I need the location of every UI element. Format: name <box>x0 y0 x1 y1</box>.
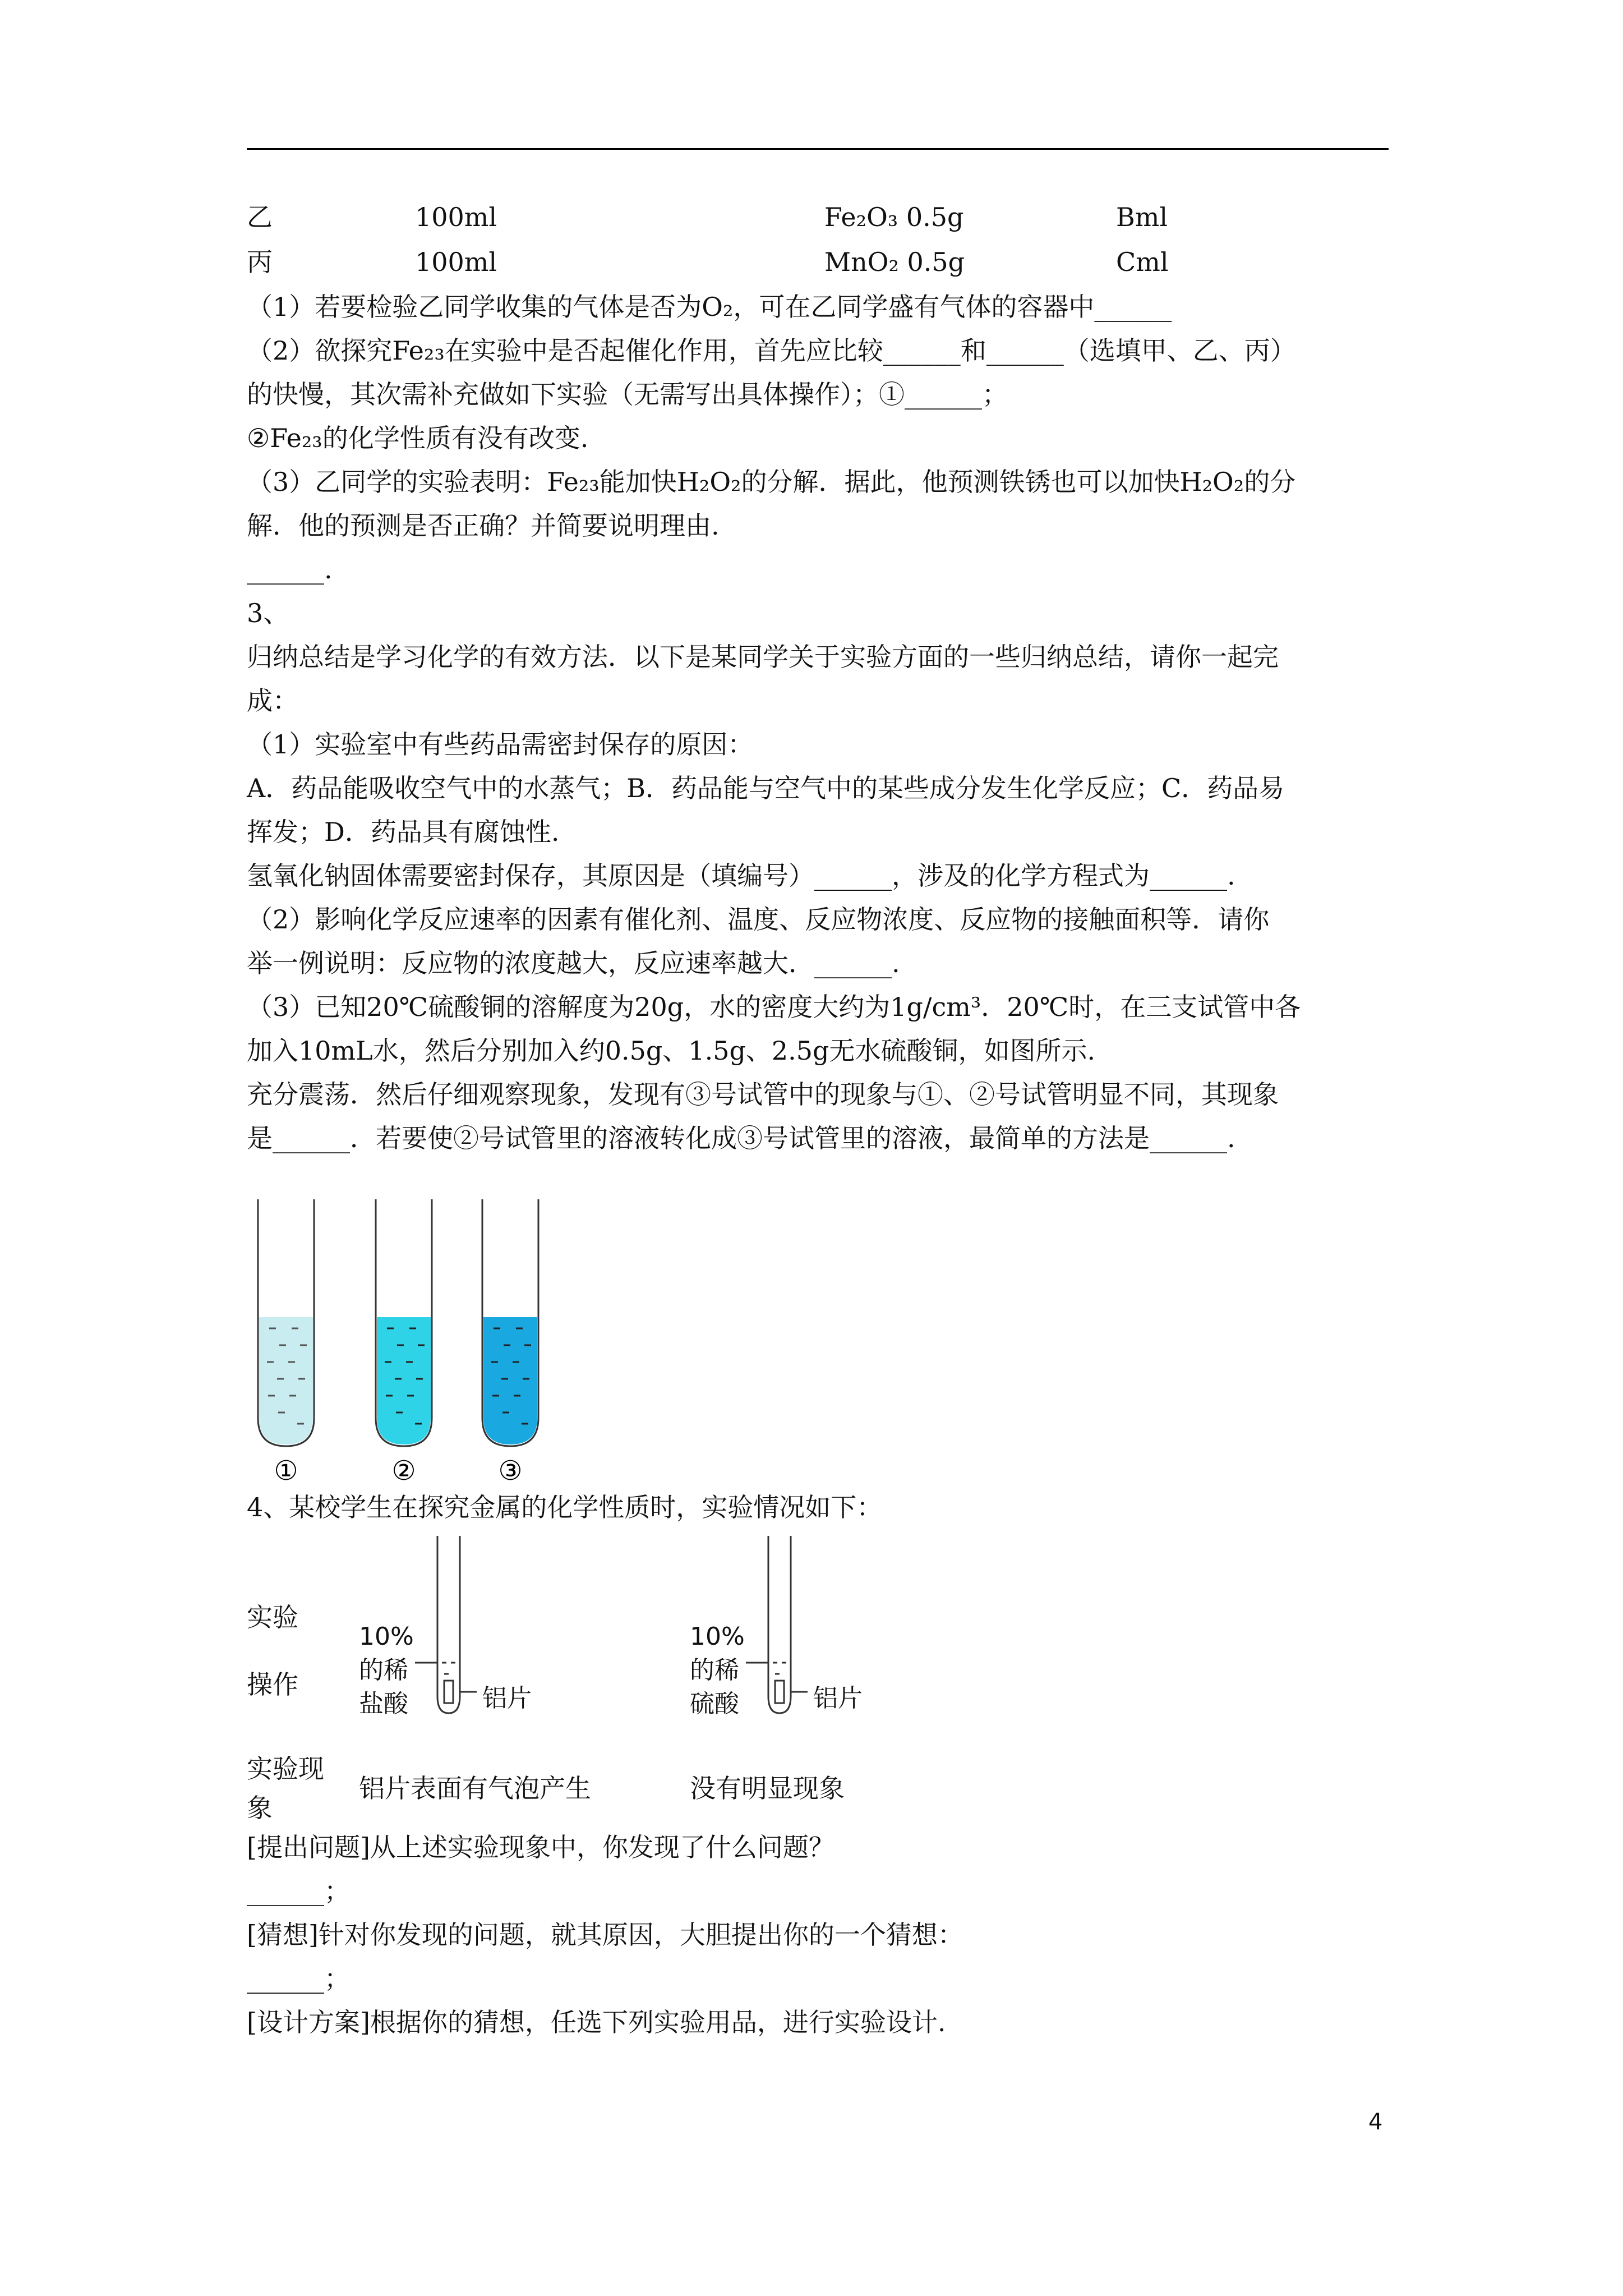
page-content <box>247 195 1391 2044</box>
row-catalyst: MnO₂ 0.5g <box>824 247 965 277</box>
q3-line: 举一例说明：反应物的浓度越大，反应速率越大．______. <box>247 948 900 978</box>
tube-label: ③ <box>498 1455 523 1485</box>
row-catalyst: Fe₂O₃ 0.5g <box>824 202 964 232</box>
table-row <box>247 195 1391 240</box>
q3-line: （1）实验室中有些药品需密封保存的原因： <box>247 729 754 760</box>
op-label: 实验 <box>247 1602 298 1632</box>
phenomenon-label: 实验现 <box>247 1754 324 1784</box>
test-tube-2 <box>376 1199 432 1485</box>
q3-line: 挥发；D．药品具有腐蚀性. <box>247 817 560 847</box>
row-name: 丙 <box>247 247 273 277</box>
metal-label: 铝片 <box>813 1684 863 1713</box>
test-tube-1 <box>258 1199 314 1485</box>
q3-line: （2）影响化学反应速率的因素有催化剂、温度、反应物浓度、反应物的接触面积等．请你 <box>247 904 1270 935</box>
row-volume: 100ml <box>415 202 497 232</box>
q2-line: （2）欲探究Fe₂₃在实验中是否起催化作用，首先应比较______和______（选填甲、乙、丙） <box>247 335 1296 366</box>
q3-line: 成： <box>247 685 298 716</box>
metal-label: 铝片 <box>482 1684 532 1713</box>
q2-line: ______. <box>247 554 333 585</box>
tube-label: ① <box>274 1455 298 1485</box>
q4-line: [设计方案]根据你的猜想，任选下列实验用品，进行实验设计. <box>247 2007 946 2037</box>
table-row <box>247 240 1391 285</box>
test-tubes-figure <box>247 1194 639 1485</box>
acid-label: 的稀 <box>359 1656 408 1685</box>
acid-label: 硫酸 <box>690 1690 739 1718</box>
acid-label: 的稀 <box>690 1656 739 1685</box>
q4-line: ______； <box>247 1963 350 1994</box>
row-name: 乙 <box>247 202 273 232</box>
row-gas: Cml <box>1116 247 1169 277</box>
q3-line: A．药品能吸收空气中的水蒸气；B．药品能与空气中的某些成分发生化学反应；C．药品易 <box>247 773 1285 803</box>
phenomenon-label: 象 <box>247 1793 273 1823</box>
q2-line: （3）乙同学的实验表明：Fe₂₃能加快H₂O₂的分解．据此，他预测铁锈也可以加快H₂O₂的分 <box>247 467 1296 497</box>
test-tube-3 <box>482 1199 538 1485</box>
q3-line: （3）已知20℃硫酸铜的溶解度为20g，水的密度大约为1g/cm³．20℃时，在三支试管中各 <box>247 992 1301 1022</box>
acid-label: 10% <box>690 1622 745 1651</box>
tube-label: ② <box>391 1455 416 1485</box>
acid-label: 10% <box>359 1622 414 1651</box>
q3-line: 是______．若要使②号试管里的溶液转化成③号试管里的溶液，最简单的方法是______. <box>247 1123 1235 1153</box>
op-label: 操作 <box>247 1669 298 1700</box>
row-gas: Bml <box>1116 202 1168 232</box>
q4-line: ______； <box>247 1876 350 1906</box>
header-rule <box>247 148 1389 150</box>
q4-intro: 4、某校学生在探究金属的化学性质时，实验情况如下： <box>247 1492 883 1522</box>
q2-line: 的快慢，其次需补充做如下实验（无需写出具体操作）；①______； <box>247 379 1008 409</box>
q3-line: 加入10mL水，然后分别加入约0.5g、1.5g、2.5g无水硫酸铜，如图所示. <box>247 1036 1096 1066</box>
q2-line: 解．他的预测是否正确？并简要说明理由. <box>247 510 720 541</box>
q4-line: [猜想]针对你发现的问题，就其原因，大胆提出你的一个猜想： <box>247 1920 963 1950</box>
q3-number: 3、 <box>247 598 289 628</box>
left-phenomenon: 铝片表面有气泡产生 <box>359 1773 591 1803</box>
q2-line: （1）若要检验乙同学收集的气体是否为O₂，可在乙同学盛有气体的容器中______ <box>247 292 1172 322</box>
experiment-table <box>247 1534 1256 1825</box>
page-number: 4 <box>1368 2109 1383 2135</box>
q3-line: 氢氧化钠固体需要密封保存，其原因是（填编号）______，涉及的化学方程式为______. <box>247 861 1235 891</box>
acid-label: 盐酸 <box>359 1690 408 1718</box>
right-phenomenon: 没有明显现象 <box>690 1773 845 1803</box>
q2-line: ②Fe₂₃的化学性质有没有改变. <box>247 423 589 453</box>
q4-line: [提出问题]从上述实验现象中，你发现了什么问题？ <box>247 1832 834 1862</box>
q3-line: 充分震荡．然后仔细观察现象，发现有③号试管中的现象与①、②号试管明显不同，其现象 <box>247 1079 1279 1110</box>
row-volume: 100ml <box>415 247 497 277</box>
q3-line: 归纳总结是学习化学的有效方法．以下是某同学关于实验方面的一些归纳总结，请你一起完 <box>247 642 1279 672</box>
